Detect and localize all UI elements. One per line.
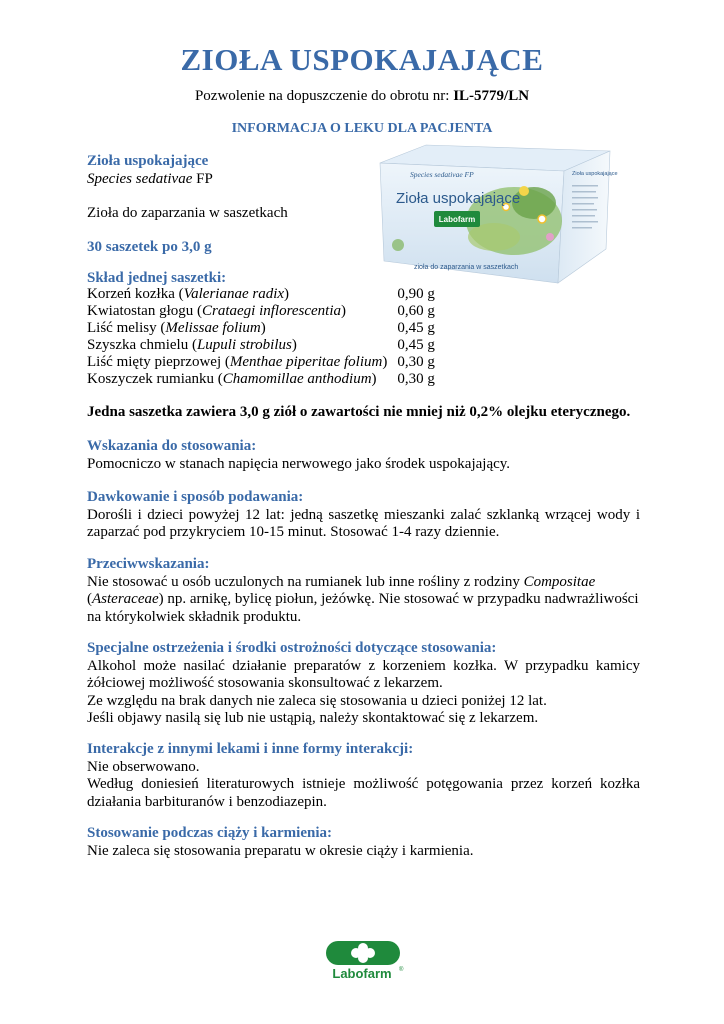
contraindications-text: Nie stosować u osób uczulonych na rumianek lub inne rośliny z rodziny Compositae (Asteraceae) np. arnikę, bylicę piołun, jeżówkę. Nie stosować w przypadku nadwrażliwości na którykolwiek składnik produktu.: [87, 573, 639, 625]
dosage-text: Dorośli i dzieci powyżej 12 lat: jedną saszetkę mieszanki zalać szklanką wrzącej wody i zaparzać pod przykryciem 10-15 minut. Stosować 1-4 razy dziennie.: [87, 506, 640, 540]
permit-line: [0, 88, 724, 105]
composition-row: [85, 371, 437, 388]
product-name: Zioła uspokajające: [87, 153, 209, 169]
labofarm-logo: [322, 940, 404, 982]
footer-registered: ®: [399, 967, 404, 973]
pack-size: 30 saszetek po 3,0 g: [87, 239, 212, 255]
warnings-heading: Specjalne ostrzeżenia i środki ostrożności dotyczące stosowania:: [87, 640, 497, 656]
indications-text: Pomocniczo w stanach napięcia nerwowego jako środek uspokajający.: [87, 455, 511, 472]
package-bottom-label: zioła do zaparzania w saszetkach: [414, 264, 519, 271]
ingredient-amount: 0,30 g: [397, 354, 435, 370]
composition-row: [85, 354, 437, 371]
document-title: ZIOŁA USPOKAJAJĄCE: [180, 42, 544, 77]
permit-label: Pozwolenie na dopuszczenie do obrotu nr:: [194, 88, 450, 104]
product-latin-line: [87, 171, 213, 188]
ingredient-name: Liść melisy (Melissae folium): [87, 320, 266, 336]
ingredient-amount: 0,45 g: [397, 320, 435, 336]
composition-row: [85, 337, 437, 354]
pregnancy-section: [87, 825, 640, 860]
interactions-text-1: Nie obserwowano.: [87, 758, 200, 775]
contraindications-heading: Przeciwwskazania:: [87, 556, 210, 572]
interactions-text-2: Według doniesień literaturowych istnieje możliwość potęgowania przez korzeń kozłka działania barbituranów i benzodiazepin.: [87, 776, 640, 810]
warnings-text-3: Jeśli objawy nasilą się lub nie ustąpią, należy skontaktować się z lekarzem.: [87, 710, 539, 726]
ingredient-amount: 0,90 g: [397, 286, 435, 302]
ingredient-name: Kwiatostan głogu (Crataegi inflorescentia): [87, 303, 346, 319]
indications-heading: Wskazania do stosowania:: [87, 438, 257, 454]
product-latin-suffix: FP: [196, 171, 213, 187]
interactions-heading: Interakcje z innymi lekami i inne formy interakcji:: [87, 741, 414, 757]
interactions-section: [87, 741, 640, 811]
ingredient-name: Koszyczek rumianku (Chamomillae anthodium): [87, 371, 377, 387]
footer-brand: Labofarm: [332, 966, 392, 981]
package-brand: Labofarm: [438, 215, 476, 224]
package-image: [374, 141, 618, 283]
package-name: Zioła uspokajające: [396, 190, 521, 207]
ingredient-name: Liść mięty pieprzowej (Menthae piperitae folium): [87, 354, 388, 370]
composition-row: [85, 320, 437, 337]
pregnancy-text: Nie zaleca się stosowania preparatu w okresie ciąży i karmienia.: [87, 842, 474, 859]
warnings-section: [87, 640, 640, 728]
composition-row: [85, 286, 437, 303]
contraindications-section: [87, 556, 640, 626]
ingredient-name: Szyszka chmielu (Lupuli strobilus): [87, 337, 297, 353]
ingredient-name: Korzeń kozłka (Valerianae radix): [87, 286, 290, 302]
warnings-text-2: Ze względu na brak danych nie zaleca się stosowania u dzieci poniżej 12 lat.: [87, 692, 547, 709]
ingredient-amount: 0,60 g: [397, 303, 435, 319]
ingredient-amount: 0,30 g: [397, 371, 435, 387]
composition-table: [85, 286, 437, 388]
product-form: Zioła do zaparzania w saszetkach: [87, 205, 288, 221]
composition-row: [85, 303, 437, 320]
composition-note: Jedna saszetka zawiera 3,0 g ziół o zawartości nie mniej niż 0,2% olejku eterycznego.: [87, 404, 631, 420]
pregnancy-heading: Stosowanie podczas ciąży i karmienia:: [87, 825, 332, 841]
warnings-text-1: Alkohol może nasilać działanie preparatów z korzeniem kozłka. W przypadku kamicy żółciowej możliwość stosowania skonsultować z lekarzem.: [87, 657, 640, 691]
dosage-heading: Dawkowanie i sposób podawania:: [87, 489, 304, 505]
indications-section: [87, 438, 640, 473]
package-side-label: Zioła uspokajające: [572, 171, 618, 177]
package-top-label: Species sedativae FP: [410, 170, 474, 179]
ingredient-amount: 0,45 g: [397, 337, 435, 353]
composition-heading: Skład jednej saszetki:: [87, 270, 227, 286]
info-header: INFORMACJA O LEKU DLA PACJENTA: [231, 121, 493, 136]
permit-number: IL-5779/LN: [453, 88, 530, 104]
dosage-section: [87, 489, 640, 542]
product-latin: Species sedativae: [87, 171, 193, 187]
